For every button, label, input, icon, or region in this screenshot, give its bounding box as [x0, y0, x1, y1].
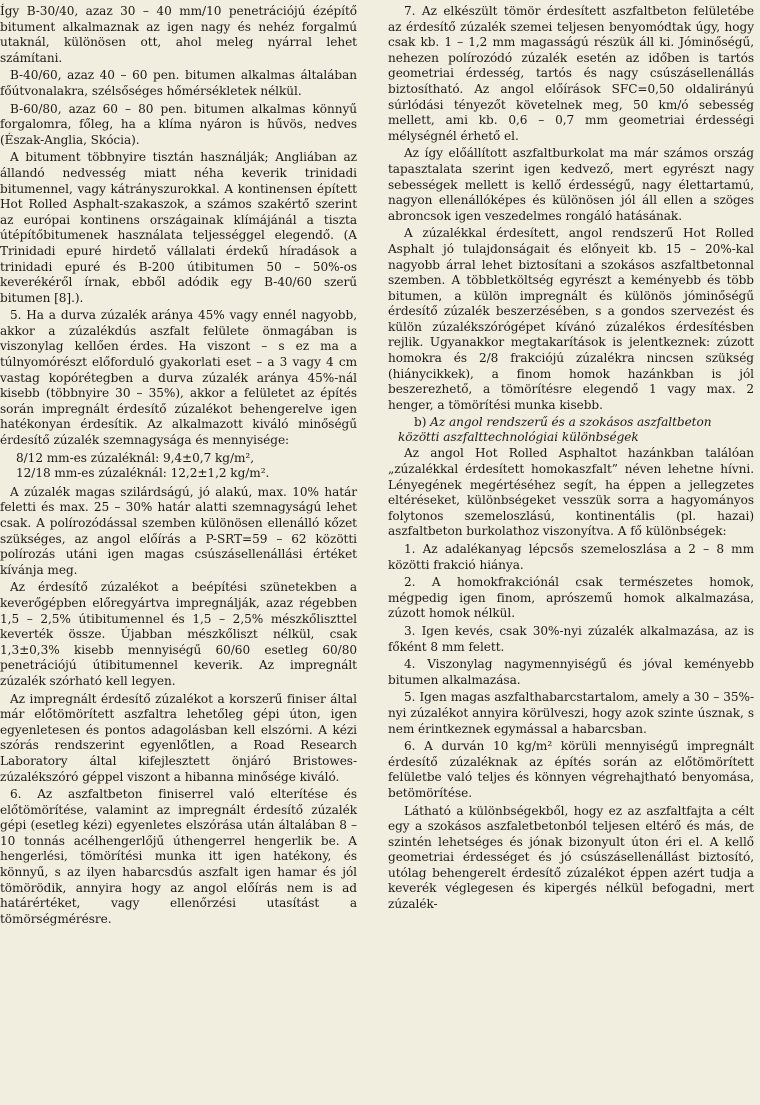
list-item: 4. Viszonylag nagymennyiségű és jóval keményebb bitumen alkalmazása. — [388, 657, 754, 687]
paragraph: A zúzalékkal érdesített, angol rendszerű Hot Rolled Asphalt jó tulajdonságait és előnyeit kb. 15 – 20%-kal nagyobb árral lehet biztosítani a szokásos aszfaltbetonnal szemben. A többletköltség egyrészt a keményebb és több bitumen, a külön impregnált és különös jóminőségű érdesítő zúzalék beszerzésében, s a gondos szervezést és külön zúzalékszórógépet kívánó zúzalékos érdesítésben rejlik. Ugyanakkor megtakarítások is jelentkeznek: zúzott homokra és 2/8 frakciójú zúzalékra nincsen szükség (hiánycikkek), a finom homok hazánkban is jól beszerezhető, a tömörítésre elegendő 1 vagy max. 2 henger, a tömörítési munka kisebb. — [388, 226, 754, 412]
list-item: 6. A durván 10 kg/m² körüli mennyiségű impregnált érdesítő zúzaléknak az építés során az előtömörített felületbe való teljes és könnyen végrehajtható benyomása, betömörítése. — [388, 739, 754, 800]
grit-spec-row: 12/18 mm-es zúzaléknál: 12,2±1,2 kg/m². — [16, 466, 270, 481]
paragraph: A zúzalék magas szilárdságú, jó alakú, max. 10% határ feletti és max. 25 – 30% határ alatti szemnagyságú lehet csak. A polírozódással szemben különösen ellenálló kőzet szükséges, az angol előírás a P-SRT=59 – 62 közötti polírozás utáni igen magas csúszásellenállási értéket kívánja meg. — [0, 484, 357, 577]
paragraph: Így B-30/40, azaz 30 – 40 mm/10 penetrációjú ézépítő bitument alkalmaznak az igen nagy és nehéz forgalmú utaknál, különösen ott, ahol meleg nyárral lehet számítani. — [0, 4, 357, 65]
paragraph: Látható a különbségekből, hogy ez az aszfaltfajta a célt egy a szokásos aszfaletbetonból teljesen eltérő és más, de szintén lehetséges és jónak bizonyult úton éri el. A kellő geometriai érdességet és jó csúszásellenállást biztosító, utólag behengerelt érdesítő zúzalékot éppen azért tudja a keverék véglegesen és kipergés nélkül befogadni, mert zúzalék- — [388, 803, 754, 912]
paragraph: A bitument többnyire tisztán használják; Angliában az állandó nedvesség miatt néha keverik trinidadi bitumennel, vagy kátrányszurokkal. A kontinensen épített Hot Rolled Asphalt-szakaszok, a számos szakértő szerint az európai kontinens országainak klímájánál a tiszta útépítőbitumenek használata teljességgel elegendő. (A Trinidadi epuré hirdető vállalati érdekű híradások a trinidadi epuré és B-200 útibitumen 50 – 50%-os keverékéről írnak, ebből adódik egy B-40/60 szerű bitumen [8].). — [0, 150, 357, 305]
list-item: 1. Az adalékanyag lépcsős szemeloszlása a 2 – 8 mm közötti frakció hiánya. — [388, 542, 754, 572]
paragraph: Az így előállított aszfaltburkolat ma már számos ország tapasztalata szerint igen kedvező, mert egyrészt nagy sebességek mellett is kellő érdességű, nagy élettartamú, nagyon ellenállóképes és különösen jól áll ellen a szöges abroncsok igen veszedelmes rongáló hatásának. — [388, 146, 754, 223]
paragraph: B-40/60, azaz 40 – 60 pen. bitumen alkalmas általában főútvonalakra, szélsőséges hőmérsékletek nélkül. — [0, 68, 357, 98]
paragraph: 6. Az aszfaltbeton finiserrel való elterítése és előtömörítése, valamint az impregnált érdesítő zúzalék gépi (esetleg kézi) egyenletes elszórása után általában 8 – 10 tonnás acélhengerlőjű úthengerrel hengerlik be. A hengerlési, tömörítési munka itt igen hatékony, és könnyű, s az ilyen habarcsdús aszfalt igen hamar és jól tömörödik, annyira hogy az angol előírás nem is ad határértéket, vagy ellenőrzési utasítást a tömörségmérésre. — [0, 787, 357, 926]
paragraph: 7. Az elkészült tömör érdesített aszfaltbeton felületébe az érdesítő zúzalék szemei teljesen benyomódtak úgy, hogy csak kb. 1 – 1,2 mm magasságú részük áll ki. Jóminőségű, nehezen polírozódó zúzalék esetén az időben is tartós geometriai érdesség, tartós és nagy csúszásellenállás biztosítható. Az angol előírások SFC=0,50 oldalirányú súrlódási tényezőt követelnek meg, 50 km/ó sebesség mellett, ami kb. 0,6 – 0,7 mm geometriai érdességi mélységnél érhető el. — [388, 4, 754, 143]
grit-spec-row: 8/12 mm-es zúzaléknál: 9,4±0,7 kg/m², — [16, 450, 255, 465]
paragraph: Az angol Hot Rolled Asphaltot hazánkban találóan „zúzalékkal érdesített homokaszfalt” néven lehetne hívni. Lényegének megértéséhez segít, ha éppen a jellegzetes eltéréseket, különbségeket vesszük sorra a hagyományos folytonos szemeloszlású, kontinentális (pl. hazai) aszfaltbeton burkolathoz viszonyítva. A fő különbségek: — [388, 446, 754, 539]
section-heading — [388, 415, 754, 444]
section-title: Az angol rendszerű és a szokásos aszfaltbeton közötti aszfalttechnológiai különbségek — [398, 415, 712, 444]
paragraph: Az impregnált érdesítő zúzalékot a korszerű finiser által már előtömörített aszfaltra lehetőleg gépi úton, igen egyenletesen és pontos adagolásban kell elszórni. A kézi szórás rendszerint egyenlőtlen, a Road Research Laboratory által kifejlesztett önjáró Bristowes-zúzalékszóró géppel viszont a hibanna minősége kiváló. — [0, 691, 357, 784]
paragraph: B-60/80, azaz 60 – 80 pen. bitumen alkalmas könnyű forgalomra, főleg, ha a klíma nyáron is hűvös, nedves (Észak-Anglia, Skócia). — [0, 101, 357, 147]
paragraph: 5. Ha a durva zúzalék aránya 45% vagy ennél nagyobb, akkor a zúzalékdús aszfalt felülete önmagában is viszonylag kellően érdes. Ha viszont – s ez ma a túlnyomórészt előforduló gyakorlati eset – a 3 vagy 4 cm vastag kopórétegben a durva zúzalék aránya 45%-nál kisebb (többnyire 30 – 35%), akkor a felületet az építés során impregnált érdesítő zúzalékot behengerelve igen hatékonyan érdesítik. Az alkalmazott kiváló minőségű érdesítő zúzalék szemnagysága és mennyisége: — [0, 308, 357, 448]
grit-spec-list — [16, 451, 357, 482]
section-number: b) — [414, 415, 427, 430]
list-item: 2. A homokfrakciónál csak természetes homok, mégpedig igen finom, aprószemű homok alkalmazása, zúzott homok nélkül. — [388, 575, 754, 621]
right-column — [388, 4, 754, 913]
list-item: 3. Igen kevés, csak 30%-nyi zúzalék alkalmazása, az is főként 8 mm felett. — [388, 623, 754, 654]
left-column — [0, 4, 357, 927]
list-item: 5. Igen magas aszfalthabarcstartalom, amely a 30 – 35%-nyi zúzalékot annyira körülveszi, hogy azok szinte úsznak, s nem érintkeznek egymással a habarcsban. — [388, 690, 754, 736]
paragraph: Az érdesítő zúzalékot a beépítési szünetekben a keverőgépben előregyártva impregnálják, azaz régebben 1,5 – 2,5% útibitumennel és 1,5 – 2,5% mészkőliszttel keverték össze. Újabban mészkőliszt nélkül, csak 1,3±0,3% kisebb mennyiségű 60/60 esetleg 60/80 penetrációjú útibitumennel keverik. Az impregnált zúzalék szórható kell legyen. — [0, 580, 357, 688]
